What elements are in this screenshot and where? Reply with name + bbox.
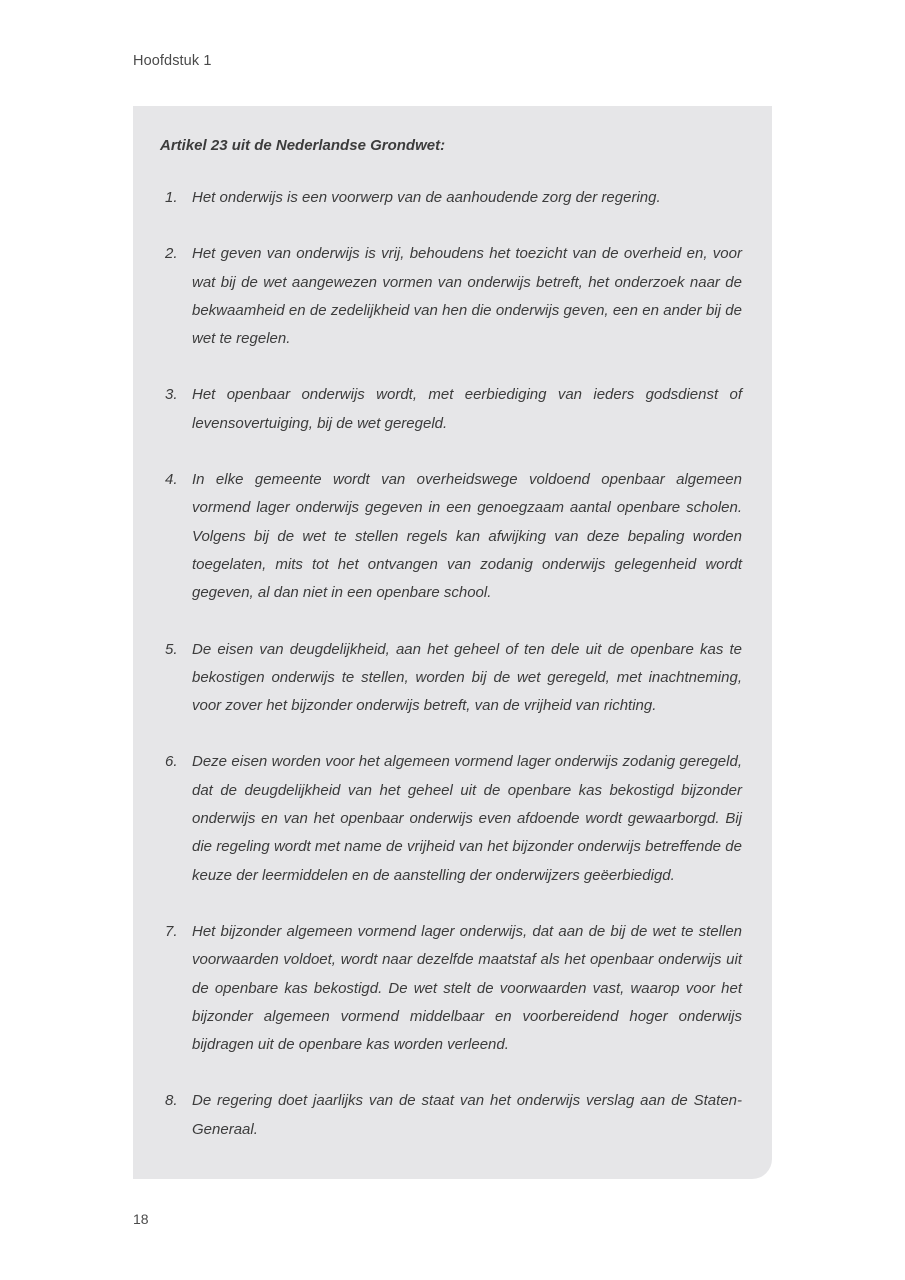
list-item <box>160 1087 742 1144</box>
item-number: 2. <box>165 245 178 263</box>
item-text: Het bijzonder algemeen vormend lager onderwijs, dat aan de bij de wet te stellen voorwaarden voldoet, wordt naar dezelfde maatstaf als het openbaar onderwijs uit de openbare kas bekostigd. De wet stelt de voorwaarden vast, waarop voor het bijzonder algemeen vormend middelbaar en voorbereidend hoger onderwijs bijdragen uit de openbare kas worden verleend. <box>192 922 742 1054</box>
item-number: 3. <box>165 386 178 404</box>
list-item <box>160 466 742 607</box>
item-text: De regering doet jaarlijks van de staat van het onderwijs verslag aan de Staten-Generaal. <box>192 1092 742 1138</box>
item-text: Het geven van onderwijs is vrij, behoudens het toezicht van de overheid en, voor wat bij de wet aangewezen vormen van onderwijs betreft, het onderzoek naar de bekwaamheid en de zedelijkheid van hen die onderwijs geven, een en ander bij de wet te regelen. <box>192 245 742 348</box>
item-text: Deze eisen worden voor het algemeen vormend lager onderwijs zodanig geregeld, dat de deugdelijkheid van het geheel uit de openbare kas bekostigd bijzonder onderwijs en van het openbaar onderwijs even afdoende wordt gewaarborgd. Bij die regeling wordt met name de vrijheid van het bijzonder onderwijs betreffende de keuze der leermiddelen en de aanstelling der onderwijzers geëerbiedigd. <box>192 753 742 884</box>
item-number: 4. <box>165 471 178 489</box>
item-text: Het onderwijs is een voorwerp van de aanhoudende zorg der regering. <box>192 189 661 206</box>
item-number: 6. <box>165 753 178 771</box>
list-item <box>160 748 742 889</box>
article-box <box>133 106 772 1179</box>
item-number: 7. <box>165 922 178 940</box>
box-title: Artikel 23 uit de Nederlandse Grondwet: <box>160 137 446 154</box>
item-text: Het openbaar onderwijs wordt, met eerbiediging van ieders godsdienst of levensovertuiging, bij de wet geregeld. <box>192 386 742 432</box>
item-number: 8. <box>165 1092 178 1110</box>
page-number: 18 <box>133 1211 149 1227</box>
list-item <box>160 381 742 438</box>
running-header: Hoofdstuk 1 <box>133 53 212 69</box>
item-number: 1. <box>165 189 178 206</box>
item-number: 5. <box>165 640 178 658</box>
list-item <box>160 184 742 212</box>
item-text: De eisen van deugdelijkheid, aan het geheel of ten dele uit de openbare kas te bekostigen onderwijs te stellen, worden bij de wet geregeld, met inachtneming, voor zover het bijzonder onderwijs betreft, van de vrijheid van richting. <box>192 640 742 715</box>
list-item <box>160 636 742 721</box>
item-text: In elke gemeente wordt van overheidswege voldoend openbaar algemeen vormend lager onderwijs gegeven in een genoegzaam aantal openbare scholen. Volgens bij de wet te stellen regels kan afwijking van deze bepaling worden toegelaten, mits tot het ontvangen van zodanig onderwijs gelegenheid wordt gegeven, al dan niet in een openbare school. <box>192 471 742 602</box>
article-list <box>160 184 742 1144</box>
list-item <box>160 240 742 353</box>
list-item <box>160 918 742 1059</box>
